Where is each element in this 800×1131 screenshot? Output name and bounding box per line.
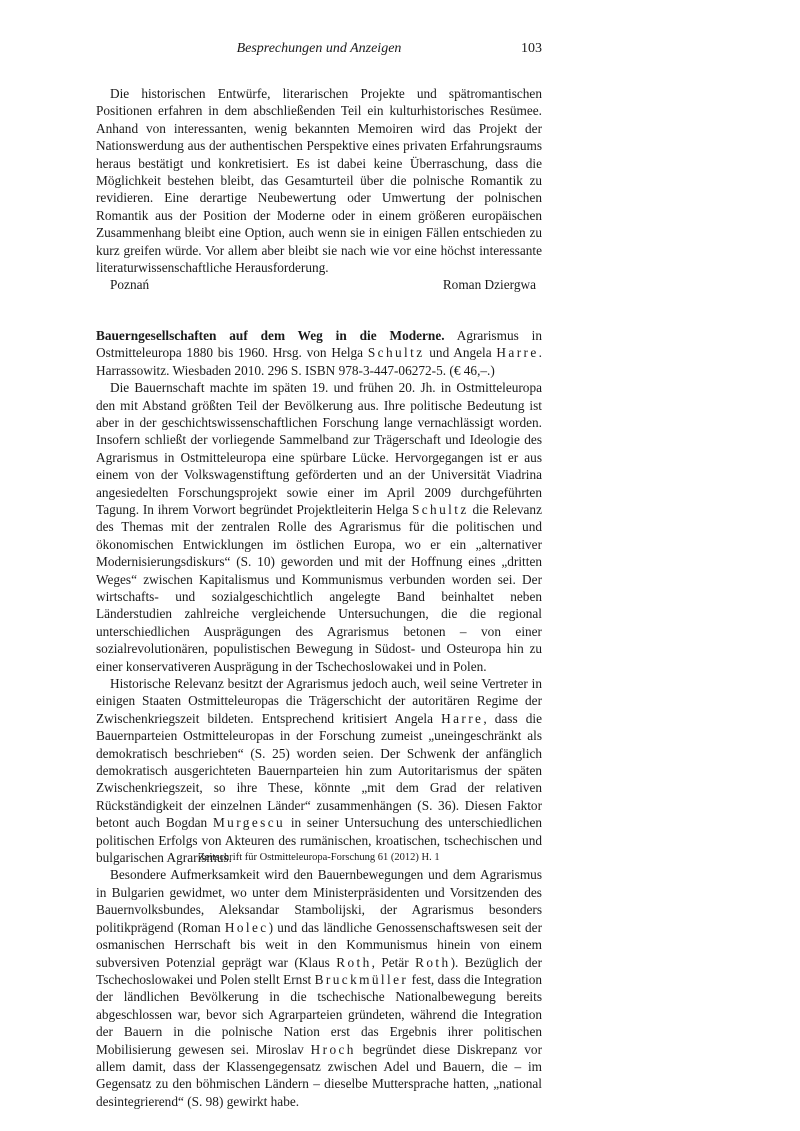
editor-name: Harre — [496, 345, 539, 361]
review-paragraph — [96, 379, 542, 675]
author-name: Schultz — [411, 501, 469, 517]
author-name: Roth — [415, 954, 451, 970]
book-title: Bauerngesellschaften auf dem Weg in die Moderne. — [96, 327, 445, 343]
previous-review-closing-paragraph: Die historischen Entwürfe, literarischen Projekte und spätromantischen Positionen erfahren in dem abschließenden Teil ein kulturhistorisches Resümee. Anhand von interessanten, wenig bekannten Memoiren wird das Projekt der Nationswerdung aus der authentischen Perspektive eines privaten Erfahrungsraums heraus bestätigt und konkretisiert. Es ist dabei keine Überraschung, dass die Möglichkeit bestehen bleibt, das Gesamturteil über die polnische Romantik zu revidieren. Eine derartige Neubewertung oder Umwertung der polnischen Romantik aus der Position der Moderne oder in einem größeren europäischen Zusammenhang bleibt eine Option, auch wenn sie in einigen Fällen entschieden zu kurz greifen würde. Vor allem aber bleibt sie nach wie vor eine höchst interessante literaturwissenschaftliche Herausforderung. — [96, 86, 542, 276]
paragraph-text: ). Bezüglich der Tschechoslowakei und Polen stellt Ernst — [96, 954, 542, 987]
reviewer-place: Poznań — [110, 277, 150, 293]
citation-text: . Harrassowitz. Wiesbaden 2010. 296 S. ISBN 978-3-447-06272-5. (€ 46,–.) — [96, 345, 542, 378]
author-name: Hroch — [310, 1041, 356, 1057]
paragraph-text: die Relevanz des Themas mit der zentralen Rolle des Agrarismus für die politischen und ökonomischen Entwicklungen im östlichen Europa, wo er ein „alternativer Modernisierungsdiskurs“ (S. 10) geworden und mit der Hoffnung eines „dritten Weges“ zwischen Kapitalismus und Kommunismus verbunden worden sei. Der wirtschafts- und sozialgeschichtlich angelegte Band beinhaltet neben Länderstudien zahlreiche vergleichende Untersuchungen, die die regional unterschiedlichen Ausprägungen des Agrarismus betonen – von einer sozialrevolutionären, populistischen Bewegung in Südost- und Osteuropa hin zu einer konservativeren Ausprägung in der Tschechoslowakei und in Polen. — [96, 501, 542, 674]
author-name: Bruckmüller — [314, 971, 409, 987]
paragraph-text: , dass die Bauernparteien Ostmitteleuropas in der Forschung zumeist „uneingeschränkt als demokratisch beschrieben“ (S. 25) worden seien. Der Schwenk der anfänglich demokratisch ausgerichteten Bauernparteien hin zum Autoritarismus der späten Zwischenkriegszeit, so ihre These, könnte „mit dem Grad der relativen Rückständigkeit der einzelnen Länder“ zusammenhängen (S. 36). Diesen Faktor betont auch Bogdan — [96, 710, 542, 831]
paragraph-text: fest, dass die Integration der ländlichen Bevölkerung in die tschechische Nationalbewegung bereits abgeschlossen war, bevor sich Agrarparteien gründeten, während die Integration der Bauern in die polnische Nation erst das Ergebnis ihrer politischen Mobilisierung gewesen sei. Miroslav — [96, 971, 543, 1057]
citation-text: Agrarismus in Ostmitteleuropa 1880 bis 1960. Hrsg. von Helga — [96, 327, 542, 361]
author-name: Holec — [224, 919, 269, 935]
author-name: Harre — [441, 710, 484, 726]
reviewer-signature — [96, 276, 542, 293]
book-review — [96, 327, 542, 1110]
paragraph-text: , Petär — [371, 954, 416, 970]
running-header — [96, 40, 542, 60]
review-paragraph — [96, 866, 542, 1110]
page-number: 103 — [521, 41, 542, 56]
review-paragraph — [96, 675, 542, 866]
bibliographic-entry — [96, 327, 542, 379]
paragraph-text: Historische Relevanz besitzt der Agrarismus jedoch auch, weil seine Vertreter in einigen Staaten Ostmitteleuropas die Trägerschicht der autoritären Regime der Zwischenkriegszeit bildeten. Entsprechend kritisiert Angela — [96, 676, 542, 726]
journal-footer: Zeitschrift für Ostmitteleuropa-Forschung 61 (2012) H. 1 — [198, 852, 440, 863]
paragraph-text: ) und das ländliche Genossenschaftswesen seit der osmanischen Herrschaft bis weit in den Kommunismus hinein von einem subversiven Potenzial geprägt war (Klaus — [96, 919, 542, 970]
reviewer-name: Roman Dziergwa — [442, 277, 536, 293]
author-name: Roth — [336, 954, 372, 970]
citation-text: und Angela — [424, 345, 497, 361]
paragraph-text: begründet diese Diskrepanz vor allem damit, dass der Klassengegensatz zwischen Adel und Bauern, die – im Gegensatz zu den böhmischen Ländern – dieselbe Muttersprache hatten, „national desintegrierend“ (S. 98) gewirkt habe. — [96, 1041, 543, 1109]
editor-name: Schultz — [367, 345, 425, 361]
paragraph-text: Besondere Aufmerksamkeit wird den Bauernbewegungen und dem Agrarismus in Bulgarien gewidmet, wo unter dem Ministerpräsidenten und Vorsitzenden des Bauernvolksbundes, Aleksandar Stambolijski, der Agrarismus besonders politikprägend (Roman — [96, 867, 542, 935]
paragraph-text: Die Bauernschaft machte im späten 19. und frühen 20. Jh. in Ostmitteleuropa den mit Abstand größten Teil der Bevölkerung aus. Ihre politische Bedeutung ist aber in der geschichtswissenschaftlichen Forschung lange vernachlässigt worden. Insofern schließt der vorliegende Sammelband zur Trägerschaft und Ideologie des Agrarismus in Ostmitteleuropa eine spürbare Lücke. Hervorgegangen ist er aus einem von der Volkswagenstiftung geförderten und an der Universität Viadrina angesiedelten Forschungsprojekt sowie einer im April 2009 durchgeführten Tagung. In ihrem Vorwort begründet Projektleiterin Helga — [96, 380, 542, 517]
author-name: Murgescu — [212, 815, 286, 831]
page-body — [96, 40, 542, 1110]
paragraph-text: in seiner Untersuchung des unterschiedlichen politischen Erfolgs von Akteuren des rumänischen, kroatischen, tschechischen und bulgarischen Agrarismus. — [96, 815, 542, 866]
running-title: Besprechungen und Anzeigen — [236, 41, 402, 56]
